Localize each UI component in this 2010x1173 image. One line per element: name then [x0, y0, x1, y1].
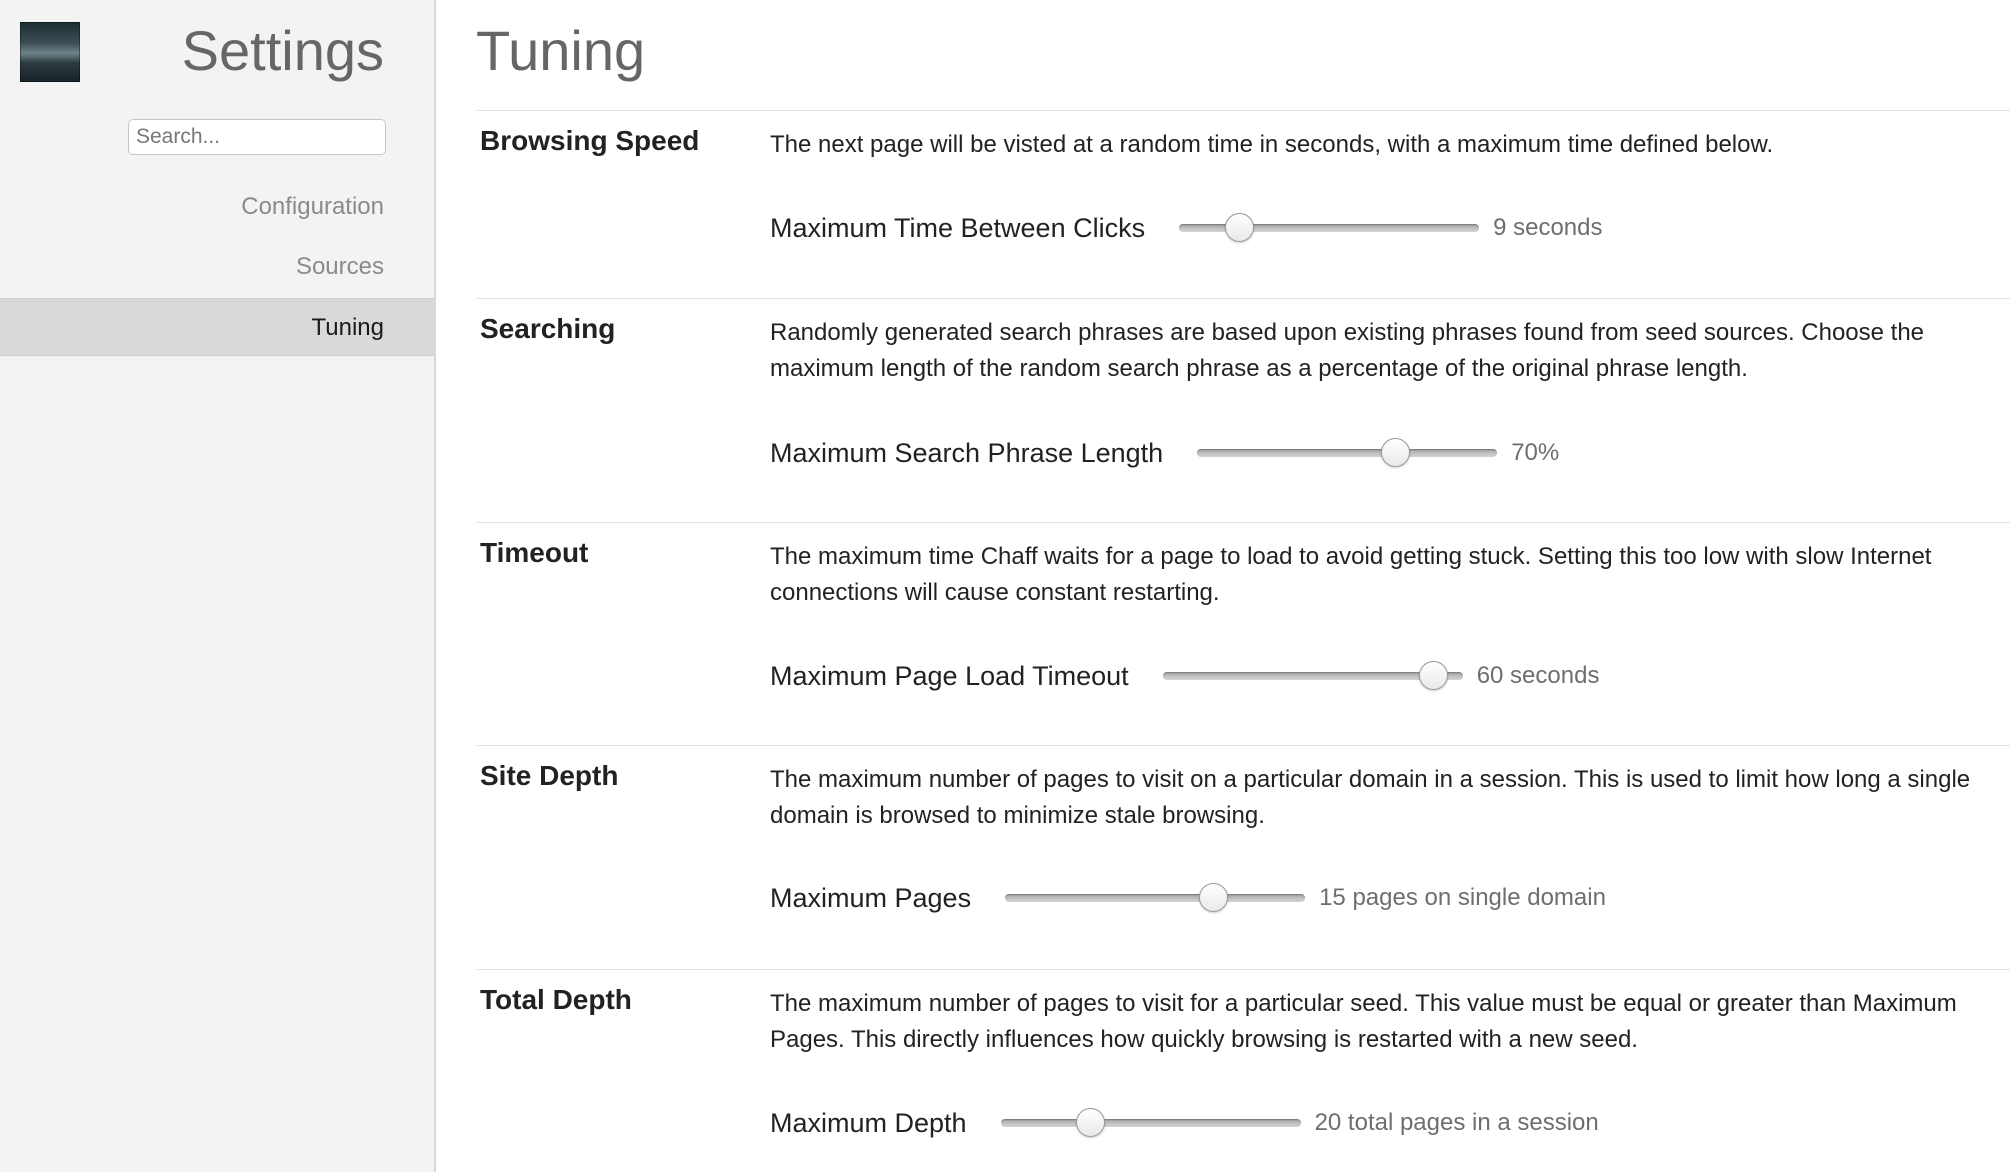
slider-thumb[interactable]	[1225, 213, 1254, 242]
slider-track[interactable]	[1005, 894, 1305, 902]
section-title: Searching	[480, 313, 616, 344]
control-label: Maximum Depth	[770, 1107, 967, 1138]
slider-track[interactable]	[1163, 672, 1463, 680]
slider-value: 9 seconds	[1493, 214, 1603, 241]
slider-thumb[interactable]	[1419, 661, 1448, 690]
slider-thumb[interactable]	[1199, 883, 1228, 912]
control-label: Maximum Pages	[770, 882, 972, 913]
control-row	[770, 878, 1606, 918]
slider-value: 60 seconds	[1476, 662, 1600, 689]
control-label: Maximum Page Load Timeout	[770, 660, 1129, 691]
sidebar	[0, 0, 436, 1172]
page-title: Tuning	[476, 19, 646, 82]
sidebar-title: Settings	[181, 19, 384, 82]
section-site-depth	[476, 745, 2010, 969]
section-description: The maximum time Chaff waits for a page to load to avoid getting stuck. Setting this too low with slow Internet connections will cause constant restarting.	[770, 543, 1932, 606]
slider-track[interactable]	[1001, 1119, 1301, 1127]
section-searching	[476, 298, 2010, 522]
app-logo-icon	[20, 22, 80, 82]
control-row	[770, 433, 1559, 473]
control-row	[770, 1103, 1599, 1143]
slider-thumb[interactable]	[1076, 1108, 1105, 1137]
section-description: The maximum number of pages to visit on a particular domain in a session. This is used to limit how long a single domain is browsed to minimize stale browsing.	[770, 766, 1971, 829]
main-content	[436, 0, 2010, 1172]
slider-track[interactable]	[1197, 449, 1497, 457]
control-label: Maximum Time Between Clicks	[770, 212, 1146, 243]
sidebar-item-sources[interactable]: Sources	[295, 253, 384, 280]
sidebar-item-tuning[interactable]: Tuning	[0, 298, 434, 356]
sidebar-item-configuration[interactable]: Configuration	[241, 193, 384, 220]
slider-thumb[interactable]	[1381, 438, 1410, 467]
slider-value: 20 total pages in a session	[1314, 1109, 1599, 1136]
section-description: Randomly generated search phrases are based upon existing phrases found from seed sources. Choose the maximum length of the random search phrase as a percentage of the original phrase length.	[770, 319, 1925, 382]
slider-value: 15 pages on single domain	[1319, 884, 1606, 911]
max-search-phrase-length-slider[interactable]	[1197, 436, 1497, 470]
control-row	[770, 656, 1599, 696]
section-browsing-speed	[476, 110, 2010, 298]
section-title: Site Depth	[480, 760, 619, 791]
section-description: The maximum number of pages to visit for a particular seed. This value must be equal or greater than Maximum Pages. This directly influences how quickly browsing is restarted with a new seed.	[770, 990, 1957, 1053]
section-title: Total Depth	[480, 984, 632, 1015]
control-label: Maximum Search Phrase Length	[770, 437, 1164, 468]
search-input[interactable]	[128, 119, 386, 155]
max-time-between-clicks-slider[interactable]	[1179, 211, 1479, 245]
max-pages-slider[interactable]	[1005, 881, 1305, 915]
section-timeout	[476, 522, 2010, 745]
section-title: Browsing Speed	[480, 125, 700, 156]
control-row	[770, 208, 1603, 248]
max-page-load-timeout-slider[interactable]	[1163, 659, 1463, 693]
slider-value: 70%	[1511, 439, 1560, 466]
section-description: The next page will be visted at a random time in seconds, with a maximum time defined below.	[770, 131, 1774, 158]
section-total-depth	[476, 969, 2010, 1173]
max-depth-slider[interactable]	[1001, 1106, 1301, 1140]
section-title: Timeout	[480, 537, 589, 568]
